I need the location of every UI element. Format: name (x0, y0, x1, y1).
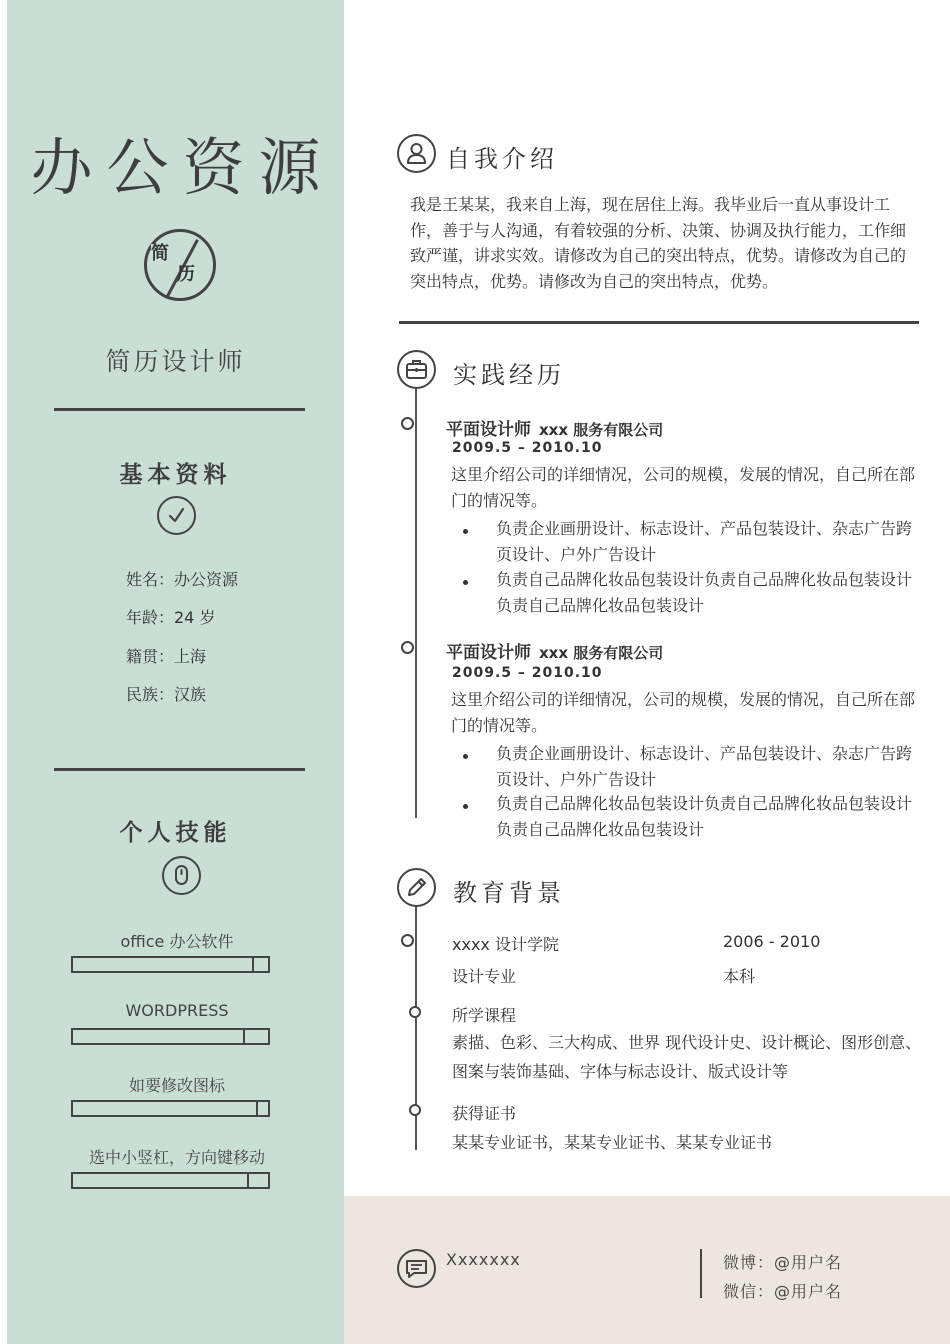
skill-bar (71, 1028, 270, 1045)
experience-title: 实践经历 (453, 361, 565, 389)
user-icon (397, 134, 436, 173)
skill-label: WORDPRESS (125, 1001, 229, 1020)
job-title: 简历设计师 (105, 347, 246, 376)
bullet-icon (463, 580, 468, 585)
intro-title: 自我介绍 (446, 145, 558, 173)
bullet-icon (463, 754, 468, 759)
skill-bar (71, 1172, 270, 1189)
school-name: xxxx 设计学院 (452, 935, 559, 954)
school-years: 2006 - 2010 (723, 932, 821, 951)
job-bullet: 负责自己品牌化妆品包装设计负责自己品牌化妆品包装设计负责自己品牌化妆品包装设计 (496, 794, 913, 839)
degree: 本科 (723, 967, 756, 986)
mouse-icon (162, 856, 201, 895)
weibo-contact: 微博：@用户名 (723, 1253, 843, 1272)
job-bullet: 负责企业画册设计、标志设计、产品包装设计、杂志广告跨页设计、户外广告设计 (496, 519, 913, 564)
skill-label: office 办公软件 (120, 932, 234, 951)
wechat-contact: 微信：@用户名 (723, 1282, 843, 1301)
job-bullet: 负责企业画册设计、标志设计、产品包装设计、杂志广告跨页设计、户外广告设计 (496, 744, 913, 789)
timeline-dot (409, 1104, 421, 1116)
sidebar (7, 0, 344, 1344)
timeline-dot (409, 1006, 421, 1018)
job-date: 2009.5 – 2010.10 (452, 440, 603, 456)
job-entry-title: 平面设计师 xxx 服务有限公司 (446, 643, 664, 663)
bullet-icon (463, 529, 468, 534)
timeline-dot (401, 641, 414, 654)
basic-info-heading: 基本资料 (119, 462, 232, 488)
message-icon (397, 1249, 436, 1288)
timeline-dot (401, 417, 414, 430)
divider (54, 408, 305, 411)
pencil-icon (397, 868, 436, 907)
info-origin: 籍贯：上海 (126, 647, 207, 666)
info-name: 姓名：办公资源 (126, 570, 239, 589)
job-description: 这里介绍公司的详细情况，公司的规模，发展的情况，自己所在部门的情况等。 (451, 690, 916, 735)
info-age: 年龄：24 岁 (126, 608, 216, 627)
job-date: 2009.5 – 2010.10 (452, 665, 603, 681)
resume-name: 办公资源 (30, 131, 335, 204)
job-bullet: 负责自己品牌化妆品包装设计负责自己品牌化妆品包装设计负责自己品牌化妆品包装设计 (496, 570, 913, 615)
skills-heading: 个人技能 (119, 820, 232, 846)
divider (54, 768, 305, 771)
footer-name: Xxxxxxx (446, 1250, 521, 1269)
job-entry-title: 平面设计师 xxx 服务有限公司 (446, 420, 664, 440)
skill-bar (71, 956, 270, 973)
divider (399, 321, 919, 324)
divider (700, 1249, 702, 1298)
briefcase-icon (397, 350, 436, 389)
info-ethnicity: 民族：汉族 (126, 685, 207, 704)
certificates-label: 获得证书 (452, 1104, 517, 1123)
timeline-dot (401, 934, 414, 947)
education-title: 教育背景 (453, 879, 565, 907)
courses-text: 素描、色彩、三大构成、世界 现代设计史、设计概论、图形创意、图案与装饰基础、字体与标志设计、版式设计等 (452, 1033, 922, 1081)
skill-label: 选中小竖杠，方向键移动 (88, 1148, 265, 1167)
resume-logo-icon: 简 历 (144, 229, 216, 301)
courses-label: 所学课程 (452, 1006, 517, 1025)
check-icon (157, 496, 196, 535)
skill-bar (71, 1100, 270, 1117)
job-description: 这里介绍公司的详细情况，公司的规模，发展的情况，自己所在部门的情况等。 (451, 465, 916, 510)
bullet-icon (463, 804, 468, 809)
major: 设计专业 (452, 967, 517, 986)
intro-text: 我是王某某，我来自上海，现在居住上海。我毕业后一直从事设计工作，善于与人沟通，有着较强的分析、决策、协调及执行能力，工作细致严谨，讲求实效。请修改为自己的突出特点，优势。请修改为自己的突出特点，优势。请修改为自己的突出特点，优势。 (410, 195, 907, 291)
skill-label: 如要修改图标 (128, 1076, 225, 1095)
timeline-line (415, 388, 417, 818)
certificates-text: 某某专业证书，某某专业证书、某某专业证书 (452, 1133, 773, 1152)
